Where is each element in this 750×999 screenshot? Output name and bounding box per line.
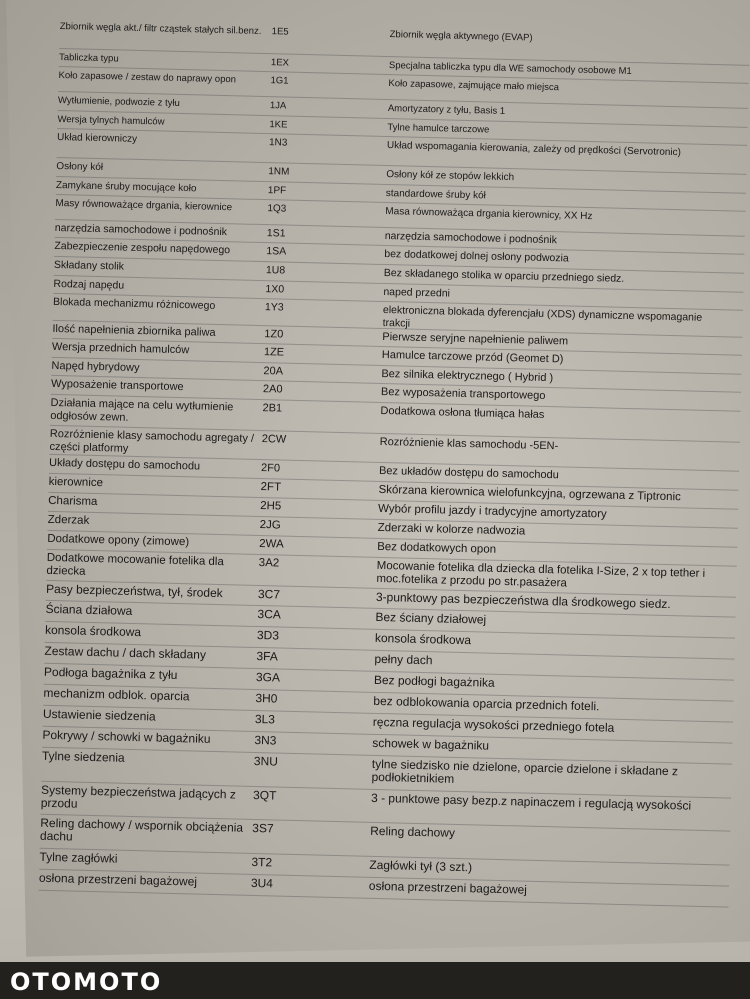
row-name: Składany stolik bbox=[53, 258, 125, 273]
row-name: narzędzia samochodowe i podnośnik bbox=[54, 221, 228, 239]
row-desc: Pierwsze seryjne napełnienie paliwem bbox=[382, 330, 569, 348]
row-desc: Bez silnika elektrycznego ( Hybrid ) bbox=[381, 367, 554, 385]
row-desc: Rozróżnienie klas samochodu -5EN- bbox=[379, 435, 559, 453]
row-name: Napęd hybrydowy bbox=[51, 359, 140, 375]
row-code: 3H0 bbox=[255, 690, 278, 706]
row-desc: Koło zapasowe, zajmujące mało miejsca bbox=[388, 78, 560, 94]
row-desc: standardowe śruby kół bbox=[385, 188, 486, 202]
row-name: Reling dachowy / wspornik obciążenia dachu bbox=[39, 815, 244, 844]
row-code: 3S7 bbox=[252, 820, 274, 836]
row-name: kierownice bbox=[48, 475, 104, 490]
row-desc: Bez ściany działowej bbox=[375, 609, 487, 627]
row-code: 2A0 bbox=[262, 383, 283, 396]
row-code: 2WA bbox=[259, 538, 284, 551]
row-code: 3L3 bbox=[254, 711, 276, 727]
row-desc: Reling dachowy bbox=[370, 823, 456, 840]
row-code: 3U4 bbox=[250, 875, 274, 891]
row-name: Zderzak bbox=[47, 513, 90, 527]
row-name: Tabliczka typu bbox=[58, 51, 119, 65]
row-code: 1Y3 bbox=[264, 301, 284, 314]
row-code: 1G1 bbox=[270, 75, 289, 87]
row-name: Dodatkowe opony (zimowe) bbox=[47, 532, 190, 549]
row-name: Działania mające na celu wytłumienie odgłosów zewn. bbox=[50, 396, 234, 424]
row-name: Osłony kół bbox=[56, 160, 104, 174]
row-name: Zamykane śruby mocujące koło bbox=[55, 179, 197, 195]
row-desc: pełny dach bbox=[374, 651, 433, 668]
row-code: 1SA bbox=[266, 245, 287, 258]
row-code: 2FT bbox=[260, 481, 282, 494]
row-name: Blokada mechanizmu różnicowego bbox=[52, 295, 216, 312]
row-desc: bez dodatkowej dolnej osłony podwozia bbox=[384, 247, 569, 265]
row-name: Pasy bezpieczeństwa, tył, środek bbox=[45, 581, 223, 601]
row-code: 1PF bbox=[267, 185, 287, 197]
row-code: 1EX bbox=[270, 57, 290, 69]
row-name: Ustawienie siedzenia bbox=[42, 706, 156, 724]
row-desc: elektroniczna blokada dyferencjału (XDS) dynamiczne wspomaganie trakcji bbox=[382, 303, 703, 330]
row-code: 2F0 bbox=[260, 462, 281, 475]
row-code: 1X0 bbox=[265, 283, 285, 296]
row-code: 3D3 bbox=[256, 627, 280, 643]
row-code: 1E5 bbox=[271, 26, 289, 38]
row-code: 3A2 bbox=[258, 557, 280, 570]
row-name: Ilość napełnienia zbiornika paliwa bbox=[52, 322, 216, 339]
row-code: 3NU bbox=[253, 753, 279, 769]
row-desc: Mocowanie fotelika dla dziecka dla fotelika I-Size, 2 x top tether i moc.fotelika z przodu po str.pasażera bbox=[376, 559, 706, 590]
row-desc: naped przedni bbox=[383, 285, 451, 300]
row-name: Podłoga bagażnika z tyłu bbox=[43, 664, 178, 683]
row-code: 1S1 bbox=[266, 227, 286, 240]
row-name: Układ kierowniczy bbox=[56, 131, 138, 145]
row-desc: tylne siedzisko nie dzielone, oparcie dzielone i składane z podłokietnikiem bbox=[371, 756, 679, 786]
row-desc: Bez składanego stolika w oparciu przedniego siedz. bbox=[383, 266, 625, 285]
row-name: Wyposażenie transportowe bbox=[50, 377, 184, 394]
row-name: konsola środkowa bbox=[44, 622, 142, 640]
row-desc: Układ wspomagania kierowania, zależy od prędkości (Servotronic) bbox=[386, 140, 682, 159]
row-desc: Zderzaki w kolorze nadwozia bbox=[377, 521, 526, 538]
row-code: 3C7 bbox=[257, 587, 281, 602]
row-code: 20A bbox=[263, 365, 284, 378]
row-name: Masy równoważące drgania, kierownice bbox=[55, 197, 233, 214]
row-code: 2JG bbox=[259, 519, 281, 532]
row-code: 3T2 bbox=[251, 854, 273, 870]
row-name: Tylne siedzenia bbox=[41, 748, 125, 765]
row-name: Charisma bbox=[48, 494, 98, 509]
row-desc: Hamulce tarczowe przód (Geomet D) bbox=[381, 348, 564, 366]
row-name: Zabezpieczenie zespołu napędowego bbox=[54, 239, 231, 257]
row-name: Pokrywy / schowki w bagażniku bbox=[42, 727, 211, 746]
row-desc: Tylne hamulce tarczowe bbox=[387, 122, 490, 136]
row-code: 1KE bbox=[269, 119, 288, 131]
row-code: 2CW bbox=[261, 433, 287, 446]
row-desc: Osłony kół ze stopów lekkich bbox=[386, 169, 515, 184]
row-name: Rozróżnienie klasy samochodu agregaty / części platformy bbox=[49, 427, 255, 455]
row-desc: osłona przestrzeni bagażowej bbox=[368, 878, 528, 897]
row-desc: Bez wyposażenia transportowego bbox=[380, 385, 546, 402]
row-name: Zbiornik węgla akt./ filtr cząstek stałych sil.benz. bbox=[59, 20, 262, 37]
row-code: 3CA bbox=[257, 607, 282, 622]
row-name: Ściana działowa bbox=[45, 601, 133, 618]
row-code: 2B1 bbox=[262, 402, 283, 415]
row-desc: narzędzia samochodowe i podnośnik bbox=[384, 230, 558, 247]
row-desc: Bez układów dostępu do samochodu bbox=[378, 464, 559, 482]
row-desc: ręczna regulacja wysokości przedniego fotela bbox=[372, 714, 615, 735]
row-code: 1NM bbox=[268, 166, 290, 178]
row-code: 1N3 bbox=[268, 137, 288, 149]
row-code: 1Q3 bbox=[267, 203, 287, 215]
row-code: 3QT bbox=[252, 787, 277, 803]
row-name: Wersja tylnych hamulców bbox=[57, 113, 165, 128]
row-name: Zestaw dachu / dach składany bbox=[44, 643, 207, 662]
row-desc: Wybór profilu jazdy i tradycyjne amortyzatory bbox=[377, 502, 607, 521]
row-desc: bez odblokowania oparcia przednich foteli. bbox=[373, 693, 600, 714]
row-name: Wytłumienie, podwozie z tyłu bbox=[57, 94, 180, 109]
row-code: 1U8 bbox=[265, 264, 286, 277]
row-name: Układy dostępu do samochodu bbox=[48, 456, 201, 473]
row-code: 1Z0 bbox=[264, 328, 284, 341]
row-code: 3FA bbox=[256, 648, 278, 664]
row-desc: Amortyzatory z tyłu, Basis 1 bbox=[387, 103, 506, 117]
row-name: mechanizm odblok. oparcia bbox=[43, 685, 190, 704]
row-desc: Masa równoważąca drgania kierownicy, XX Hz bbox=[385, 206, 593, 223]
row-name: Koło zapasowe / zestaw do naprawy opon bbox=[58, 69, 237, 86]
row-name: Dodatkowe mocowanie fotelika dla dziecka bbox=[46, 551, 224, 578]
row-code: 3GA bbox=[255, 669, 281, 685]
row-desc: konsola środkowa bbox=[374, 630, 472, 648]
row-desc: 3-punktowy pas bezpieczeństwa dla środkowego siedz. bbox=[375, 589, 671, 612]
row-desc: Zbiornik węgla aktywnego (EVAP) bbox=[389, 29, 533, 44]
row-name: osłona przestrzeni bagażowej bbox=[38, 870, 198, 889]
equipment-table bbox=[39, 18, 750, 908]
row-name: Wersja przednich hamulców bbox=[51, 340, 190, 357]
row-desc: Specjalna tabliczka typu dla WE samochody osobowe M1 bbox=[388, 60, 632, 77]
row-name: Rodzaj napędu bbox=[53, 277, 125, 292]
row-desc: Bez dodatkowych opon bbox=[377, 540, 497, 556]
row-code: 1ZE bbox=[263, 346, 285, 359]
row-desc: Skórzana kierownica wielofunkcyjna, ogrzewana z Tiptronic bbox=[378, 483, 681, 504]
row-desc: Zagłówki tył (3 szt.) bbox=[369, 857, 473, 875]
otomoto-watermark: OTOMOTO bbox=[10, 968, 163, 996]
row-name: Tylne zagłówki bbox=[39, 849, 118, 866]
row-code: 2H5 bbox=[259, 500, 282, 513]
row-desc: 3 - punktowe pasy bezp.z napinaczem i regulacją wysokości bbox=[370, 790, 692, 813]
row-desc: schowek w bagażniku bbox=[372, 735, 490, 753]
row-code: 3N3 bbox=[254, 732, 277, 748]
row-desc: Dodatkowa osłona tłumiąca hałas bbox=[380, 404, 545, 421]
row-code: 1JA bbox=[269, 100, 287, 112]
row-name: Systemy bezpieczeństwa jadących z przodu bbox=[40, 782, 237, 811]
row-desc: Bez podłogi bagażnika bbox=[373, 672, 495, 690]
